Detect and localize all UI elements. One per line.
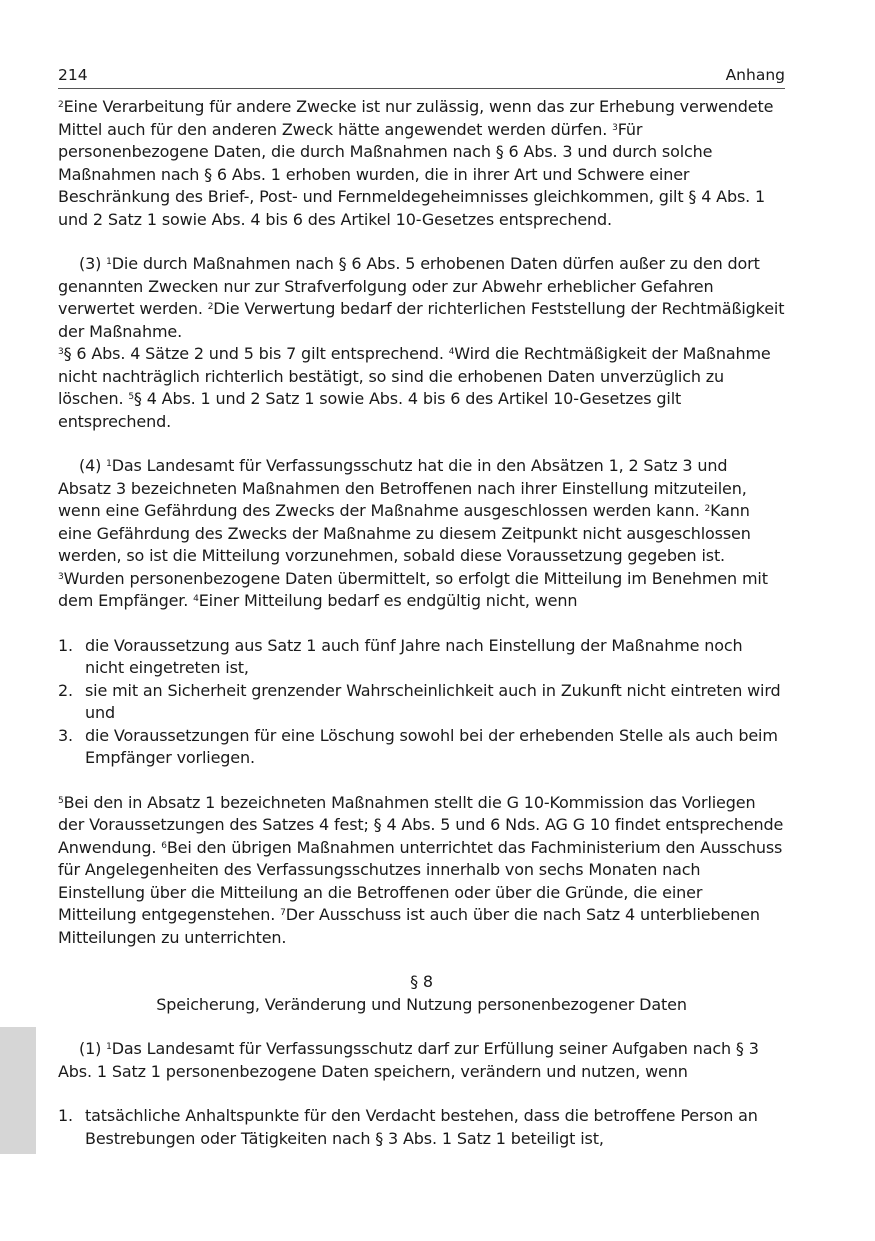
paragraph-label: (3) bbox=[79, 254, 102, 273]
list-item bbox=[58, 635, 785, 680]
sentence: Wird die Rechtmäßigkeit der Maßnahme nicht nachträglich richterlich bestätigt, so sind die erhobenen Daten unverzüglich zu löschen. bbox=[58, 344, 771, 408]
sentence-number: 7 bbox=[280, 908, 286, 918]
page-body bbox=[58, 96, 785, 1150]
paragraph-abs-3 bbox=[58, 253, 785, 433]
sentence: Bei den übrigen Maßnahmen unterrichtet das Fachministerium den Ausschuss für Angelegenheiten des Verfassungsschutzes innerhalb von sechs Monaten nach Einstellung über die Mitteilung an die Betroffenen oder über die Gründe, die einer Mitteilung entgegenstehen. bbox=[58, 837, 783, 924]
section-title: Speicherung, Veränderung und Nutzung personenbezogener Daten bbox=[156, 994, 687, 1014]
sentence-number: 2 bbox=[58, 100, 64, 110]
sentence: Die Verwertung bedarf der richterlichen Feststellung der Rechtmäßigkeit der Maßnahme. bbox=[58, 299, 785, 341]
sentence: Kann eine Gefährdung des Zwecks der Maßnahme zu diesem Zeitpunkt nicht ausgeschlossen werden, so ist die Mitteilung vorzunehmen, sobald diese Voraussetzung gegeben ist. bbox=[58, 501, 751, 565]
paragraph-abs-4-continuation bbox=[58, 792, 785, 950]
paragraph-label: (4) bbox=[79, 456, 102, 475]
sentence-number: 6 bbox=[161, 840, 167, 851]
list-number: 1. bbox=[58, 1106, 73, 1125]
page-number: 214 bbox=[58, 66, 88, 84]
paragraph-label: (1) bbox=[79, 1039, 102, 1058]
sentence-number: 5 bbox=[128, 392, 134, 402]
list-item-text: die Voraussetzungen für eine Löschung sowohl bei der erhebenden Stelle als auch beim Empfänger vorliegen. bbox=[85, 725, 778, 767]
sentence: Das Landesamt für Verfassungsschutz hat die in den Absätzen 1, 2 Satz 3 und Absatz 3 bezeichneten Maßnahmen den Betroffenen nach ihrer Einstellung mitzuteilen, wenn eine Gefährdung des Zwecks der Maßnahme ausgeschlossen werden kann. bbox=[58, 456, 747, 520]
thumb-index-tab bbox=[0, 1027, 36, 1154]
sentence-number: 3 bbox=[612, 122, 618, 133]
list-item-text: sie mit an Sicherheit grenzender Wahrscheinlichkeit auch in Zukunft nicht eintreten wird und bbox=[85, 680, 781, 722]
numbered-list-abs-4 bbox=[58, 635, 785, 770]
sentence-number: 4 bbox=[448, 347, 455, 357]
sentence: § 4 Abs. 1 und 2 Satz 1 sowie Abs. 4 bis 6 des Artikel 10-Gesetzes gilt entsprechend. bbox=[58, 389, 682, 431]
numbered-list-section8 bbox=[58, 1105, 785, 1150]
paragraph-section8-abs-1 bbox=[58, 1038, 785, 1083]
sentence: Die durch Maßnahmen nach § 6 Abs. 5 erhobenen Daten dürfen außer zu den dort genannten Zwecken nur zur Strafverfolgung oder zur Abwehr erheblicher Gefahren verwertet werden. bbox=[58, 254, 760, 318]
sentence-number: 1 bbox=[106, 1042, 112, 1052]
sentence-number: 4 bbox=[193, 594, 199, 604]
list-number: 1. bbox=[58, 635, 73, 655]
sentence: Der Ausschuss ist auch über die nach Satz 4 unterbliebenen Mitteilungen zu unterrichten. bbox=[58, 905, 760, 947]
sentence-number: 2 bbox=[704, 504, 711, 514]
paragraph-continuation bbox=[58, 96, 785, 231]
list-item bbox=[58, 725, 785, 770]
page-header bbox=[58, 64, 785, 89]
sentence: Wurden personenbezogene Daten übermittelt, so erfolgt die Mitteilung im Benehmen mit dem Empfänger. bbox=[58, 568, 768, 610]
sentence: Einer Mitteilung bedarf es endgültig nicht, wenn bbox=[198, 591, 578, 610]
sentence: Bei den in Absatz 1 bezeichneten Maßnahmen stellt die G 10-Kommission das Vorliegen der Voraussetzungen des Satzes 4 fest; § 4 Abs. 5 und 6 Nds. AG G 10 findet entsprechende Anwendung. bbox=[58, 792, 784, 857]
sentence: Für personenbezogene Daten, die durch Maßnahmen nach § 6 Abs. 3 und durch solche Maßnahmen nach § 6 Abs. 1 erhoben wurden, die in ihrer Art und Schwere einer Beschränkung des Brief-, Post- und Fernmeldegeheimnisses gleichkommen, gilt § 4 Abs. 1 und 2 Satz 1 sowie Abs. 4 bis 6 des Artikel 10-Gesetzes entsprechend. bbox=[58, 119, 766, 229]
section-number: § 8 bbox=[410, 972, 433, 991]
list-item bbox=[58, 680, 785, 725]
list-number: 3. bbox=[58, 725, 73, 745]
list-item-text: tatsächliche Anhaltspunkte für den Verdacht bestehen, dass die betroffene Person an Bestrebungen oder Tätigkeiten nach § 3 Abs. 1 Satz 1 beteiligt ist, bbox=[85, 1106, 758, 1148]
sentence-number: 3 bbox=[58, 571, 64, 582]
list-item bbox=[58, 1105, 785, 1150]
sentence-number: 1 bbox=[106, 459, 112, 469]
sentence: Das Landesamt für Verfassungsschutz darf zur Erfüllung seiner Aufgaben nach § 3 Abs. 1 Satz 1 personenbezogene Daten speichern, verändern und nutzen, wenn bbox=[58, 1039, 759, 1081]
sentence-number: 5 bbox=[58, 795, 64, 806]
list-item-text: die Voraussetzung aus Satz 1 auch fünf Jahre nach Einstellung der Maßnahme noch nicht eingetreten ist, bbox=[85, 635, 743, 677]
running-header-section: Anhang bbox=[725, 66, 785, 84]
paragraph-abs-4 bbox=[58, 455, 785, 613]
sentence: § 6 Abs. 4 Sätze 2 und 5 bis 7 gilt entsprechend. bbox=[63, 344, 444, 363]
sentence-number: 2 bbox=[207, 302, 214, 312]
sentence-number: 3 bbox=[58, 347, 64, 357]
sentence: Eine Verarbeitung für andere Zwecke ist nur zulässig, wenn das zur Erhebung verwendete Mittel auch für den anderen Zweck hätte angewendet werden dürfen. bbox=[58, 97, 774, 139]
sentence-number: 1 bbox=[106, 257, 112, 267]
list-number: 2. bbox=[58, 680, 73, 700]
